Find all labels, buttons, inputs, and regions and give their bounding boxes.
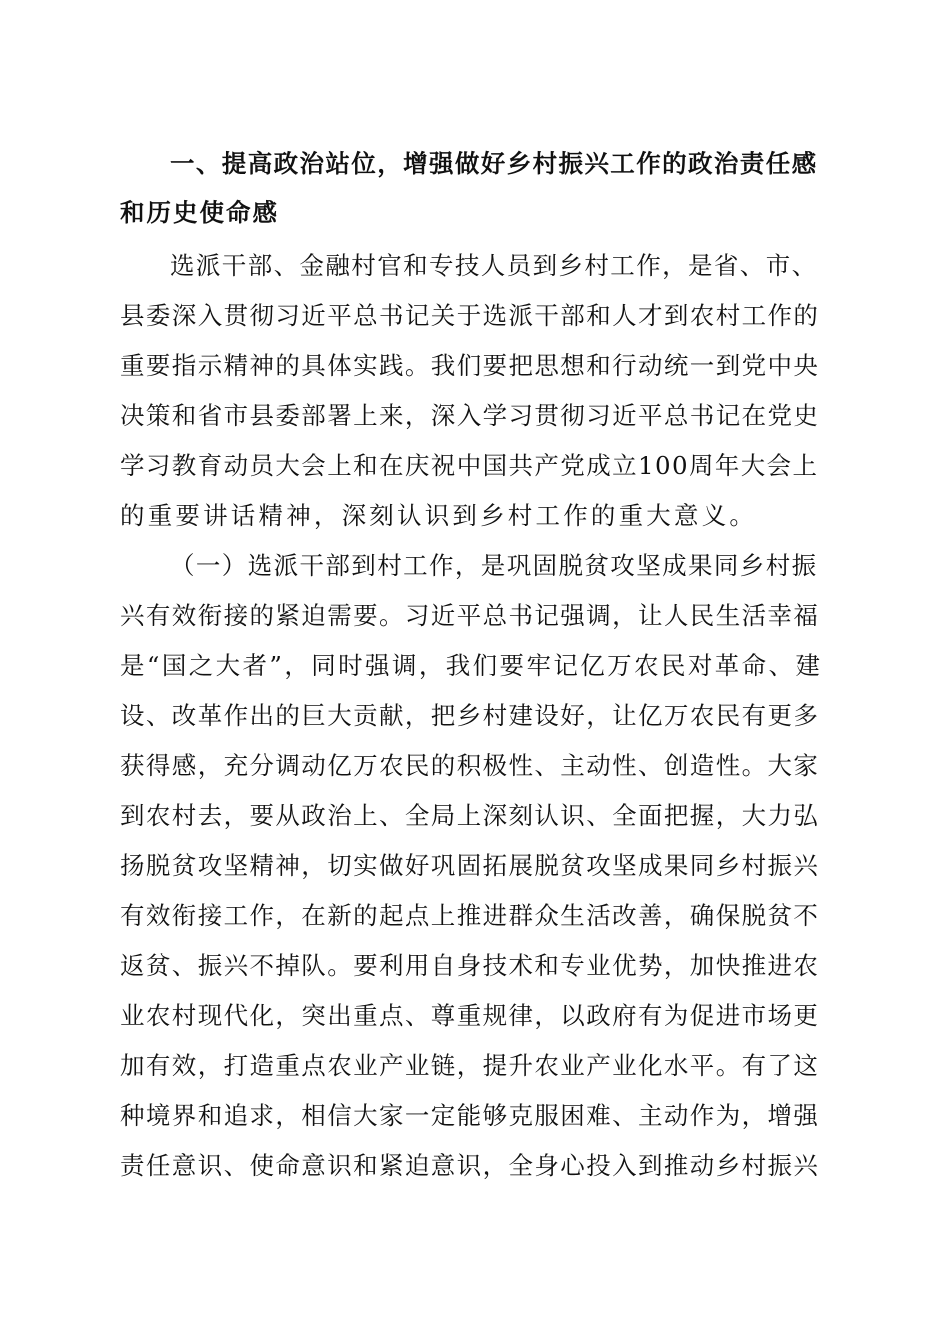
paragraph-line: （一）选派干部到村工作，是巩固脱贫攻坚成果同乡村振 (170, 551, 818, 580)
paragraph-line: 是“国之大者”，同时强调，我们要牢记亿万农民对革命、建 (120, 651, 823, 680)
paragraph-line: 设、改革作出的巨大贡献，把乡村建设好，让亿万农民有更多 (120, 701, 820, 730)
paragraph-line: 学习教育动员大会上和在庆祝中国共产党成立100周年大会上 (120, 451, 819, 480)
paragraph-line: 责任意识、使命意识和紧迫意识，全身心投入到推动乡村振兴 (120, 1151, 820, 1180)
paragraph-line: 扬脱贫攻坚精神，切实做好巩固拓展脱贫攻坚成果同乡村振兴 (120, 851, 820, 880)
paragraph-line: 加有效，打造重点农业产业链，提升农业产业化水平。有了这 (120, 1051, 820, 1080)
section-heading-line-1: 一、提高政治站位，增强做好乡村振兴工作的政治责任感 (170, 149, 818, 178)
paragraph-line: 业农村现代化，突出重点、尊重规律，以政府有为促进市场更 (120, 1001, 820, 1030)
paragraph-line: 重要指示精神的具体实践。我们要把思想和行动统一到党中央 (120, 351, 820, 380)
paragraph-line: 有效衔接工作，在新的起点上推进群众生活改善，确保脱贫不 (120, 901, 820, 930)
paragraph-line: 获得感，充分调动亿万农民的积极性、主动性、创造性。大家 (120, 751, 820, 780)
paragraph-line: 兴有效衔接的紧迫需要。习近平总书记强调，让人民生活幸福 (120, 601, 820, 630)
paragraph-line: 返贫、振兴不掉队。要利用自身技术和专业优势，加快推进农 (120, 951, 820, 980)
section-heading-line-2: 和历史使命感 (120, 198, 279, 227)
paragraph-line: 的重要讲话精神，深刻认识到乡村工作的重大意义。 (120, 501, 758, 530)
paragraph-line: 到农村去，要从政治上、全局上深刻认识、全面把握，大力弘 (120, 801, 820, 830)
paragraph-line: 种境界和追求，相信大家一定能够克服困难、主动作为，增强 (120, 1101, 820, 1130)
paragraph-line: 决策和省市县委部署上来，深入学习贯彻习近平总书记在党史 (120, 401, 820, 430)
paragraph-line: 县委深入贯彻习近平总书记关于选派干部和人才到农村工作的 (120, 301, 820, 330)
paragraph-line: 选派干部、金融村官和专技人员到乡村工作，是省、市、 (170, 251, 818, 280)
